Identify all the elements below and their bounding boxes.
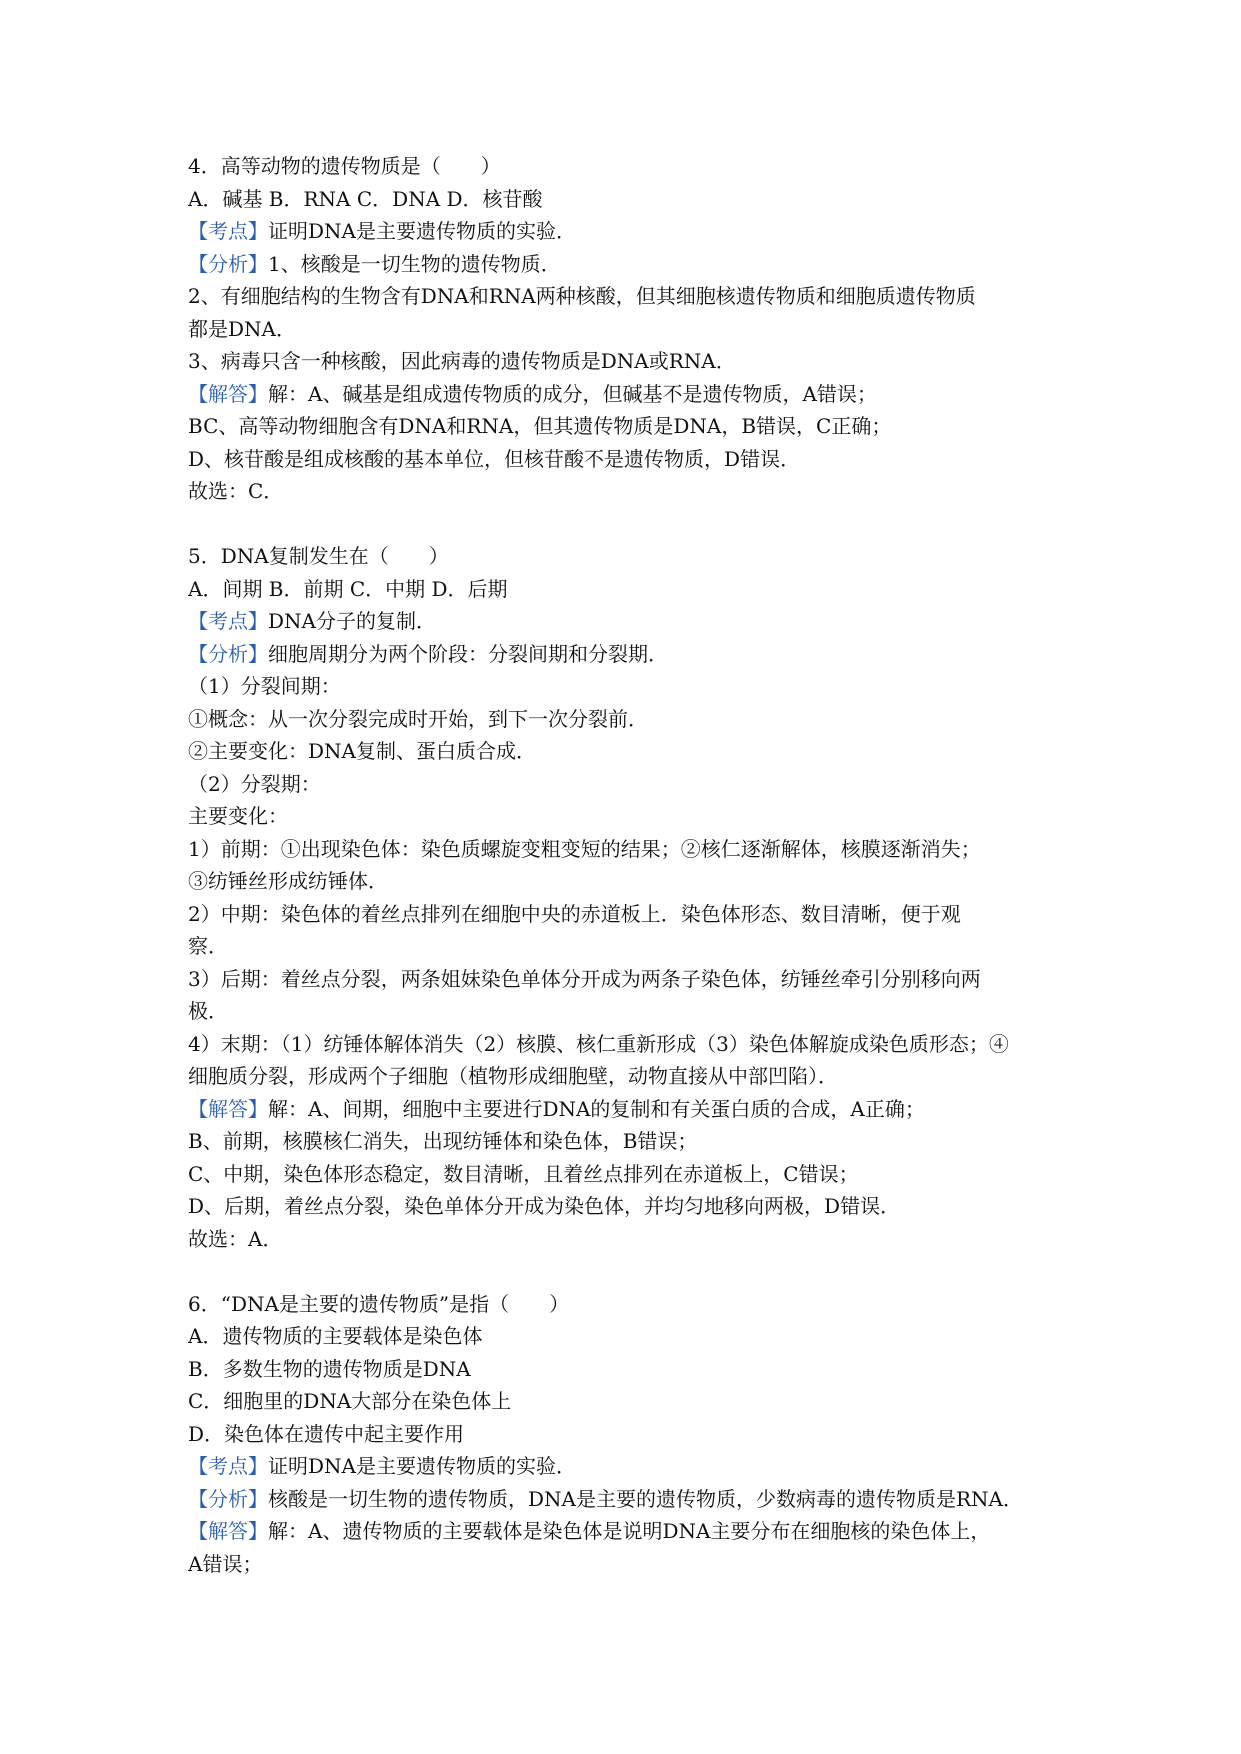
q6-option-d: D．染色体在遗传中起主要作用 [188,1421,465,1446]
q5-jieda-line: D、后期，着丝点分裂，染色单体分开成为染色体，并均匀地移向两极，D错误． [188,1194,901,1218]
q4-fenxi-line: 都是DNA． [188,316,296,341]
q5-options: A．间期 B．前期 C．中期 D．后期 [188,576,508,601]
q5-jieda-line: B、前期，核膜核仁消失，出现纺锤体和染色体，B错误； [188,1129,698,1153]
q5-jieda-line: C、中期，染色体形态稳定，数目清晰，且着丝点排列在赤道板上，C错误； [188,1161,859,1186]
q4-answer: 故选：C． [188,479,284,503]
q5-fenxi-line: ①概念：从一次分裂完成时开始，到下一次分裂前． [188,706,648,731]
q5-fenxi-line: 4）末期：（1）纺锤体解体消失（2）核膜、核仁重新形成（3）染色体解旋成染色质形态；④ [188,1031,1009,1056]
q5-jieda [188,1093,1068,1126]
fenxi-tag: 【分析】 [188,1486,268,1511]
q5-fenxi-line: ③纺锤丝形成纺锤体． [188,869,388,893]
jieda-tag: 【解答】 [188,381,268,406]
q6-jieda-line: A错误； [188,1551,263,1576]
jieda-tag: 【解答】 [188,1519,268,1543]
section-gap [188,508,1068,541]
q5-fenxi-line: 察． [188,934,228,958]
q6-kaodian [188,1450,1068,1483]
q4-fenxi-line: 2、有细胞结构的生物含有DNA和RNA两种核酸，但其细胞核遗传物质和细胞质遗传物质 [188,284,976,308]
q6-option-c: C．细胞里的DNA大部分在染色体上 [188,1389,512,1413]
q5-stem: 5．DNA复制发生在（ ） [188,544,449,568]
q5-kaodian [188,605,1068,638]
q4-jieda [188,378,1068,411]
q5-fenxi [188,638,1068,671]
jieda-text: 解：A、碱基是组成遗传物质的成分，但碱基不是遗传物质，A错误； [268,381,877,406]
jieda-tag: 【解答】 [188,1096,268,1121]
kaodian-text: 证明DNA是主要遗传物质的实验． [268,1454,576,1478]
q5-fenxi-line: （1）分裂间期： [188,674,341,698]
q5-fenxi-line: 3）后期：着丝点分裂，两条姐妹染色单体分开成为两条子染色体，纺锤丝牵引分别移向两 [188,966,981,991]
q5-fenxi-line: 2）中期：染色体的着丝点排列在细胞中央的赤道板上．染色体形态、数目清晰，便于观 [188,901,961,926]
document-content [188,150,1068,1580]
kaodian-tag: 【考点】 [188,219,268,243]
q4-stem: 4．高等动物的遗传物质是（ ） [188,154,501,178]
q4-fenxi [188,248,1068,281]
q4-options: A．碱基 B．RNA C．DNA D．核苷酸 [188,186,543,211]
kaodian-text: 证明DNA是主要遗传物质的实验． [268,219,576,243]
fenxi-tag: 【分析】 [188,251,268,276]
kaodian-tag: 【考点】 [188,609,268,633]
jieda-text: 解：A、遗传物质的主要载体是染色体是说明DNA主要分布在细胞核的染色体上， [268,1519,991,1543]
q4-kaodian [188,215,1068,248]
q4-jieda-line: BC、高等动物细胞含有DNA和RNA，但其遗传物质是DNA，B错误，C正确； [188,414,892,438]
fenxi-text: 细胞周期分为两个阶段：分裂间期和分裂期． [268,641,668,666]
q5-fenxi-line: ②主要变化：DNA复制、蛋白质合成． [188,739,536,763]
fenxi-text: 核酸是一切生物的遗传物质，DNA是主要的遗传物质，少数病毒的遗传物质是RNA． [268,1486,1023,1511]
q6-jieda [188,1515,1068,1548]
kaodian-text: DNA分子的复制． [268,609,436,633]
fenxi-tag: 【分析】 [188,641,268,666]
section-gap [188,1255,1068,1288]
q6-stem: 6．“DNA是主要的遗传物质”是指（ ） [188,1291,570,1316]
fenxi-text: 1、核酸是一切生物的遗传物质． [268,251,561,276]
q5-fenxi-line: 1）前期：①出现染色体：染色质螺旋变粗变短的结果；②核仁逐渐解体，核膜逐渐消失； [188,836,981,861]
q6-option-b: B．多数生物的遗传物质是DNA [188,1356,471,1381]
jieda-text: 解：A、间期，细胞中主要进行DNA的复制和有关蛋白质的合成，A正确； [268,1096,925,1121]
q5-fenxi-line: （2）分裂期： [188,771,321,796]
q6-fenxi [188,1483,1068,1516]
q5-fenxi-line: 细胞质分裂，形成两个子细胞（植物形成细胞壁，动物直接从中部凹陷）． [188,1064,838,1088]
kaodian-tag: 【考点】 [188,1454,268,1478]
q5-answer: 故选：A． [188,1226,283,1251]
q4-jieda-line: D、核苷酸是组成核酸的基本单位，但核苷酸不是遗传物质，D错误． [188,446,801,471]
q5-fenxi-line: 极． [188,999,228,1023]
q5-fenxi-line: 主要变化： [188,804,288,828]
q4-fenxi-line: 3、病毒只含一种核酸，因此病毒的遗传物质是DNA或RNA． [188,349,736,373]
q6-option-a: A．遗传物质的主要载体是染色体 [188,1324,483,1348]
